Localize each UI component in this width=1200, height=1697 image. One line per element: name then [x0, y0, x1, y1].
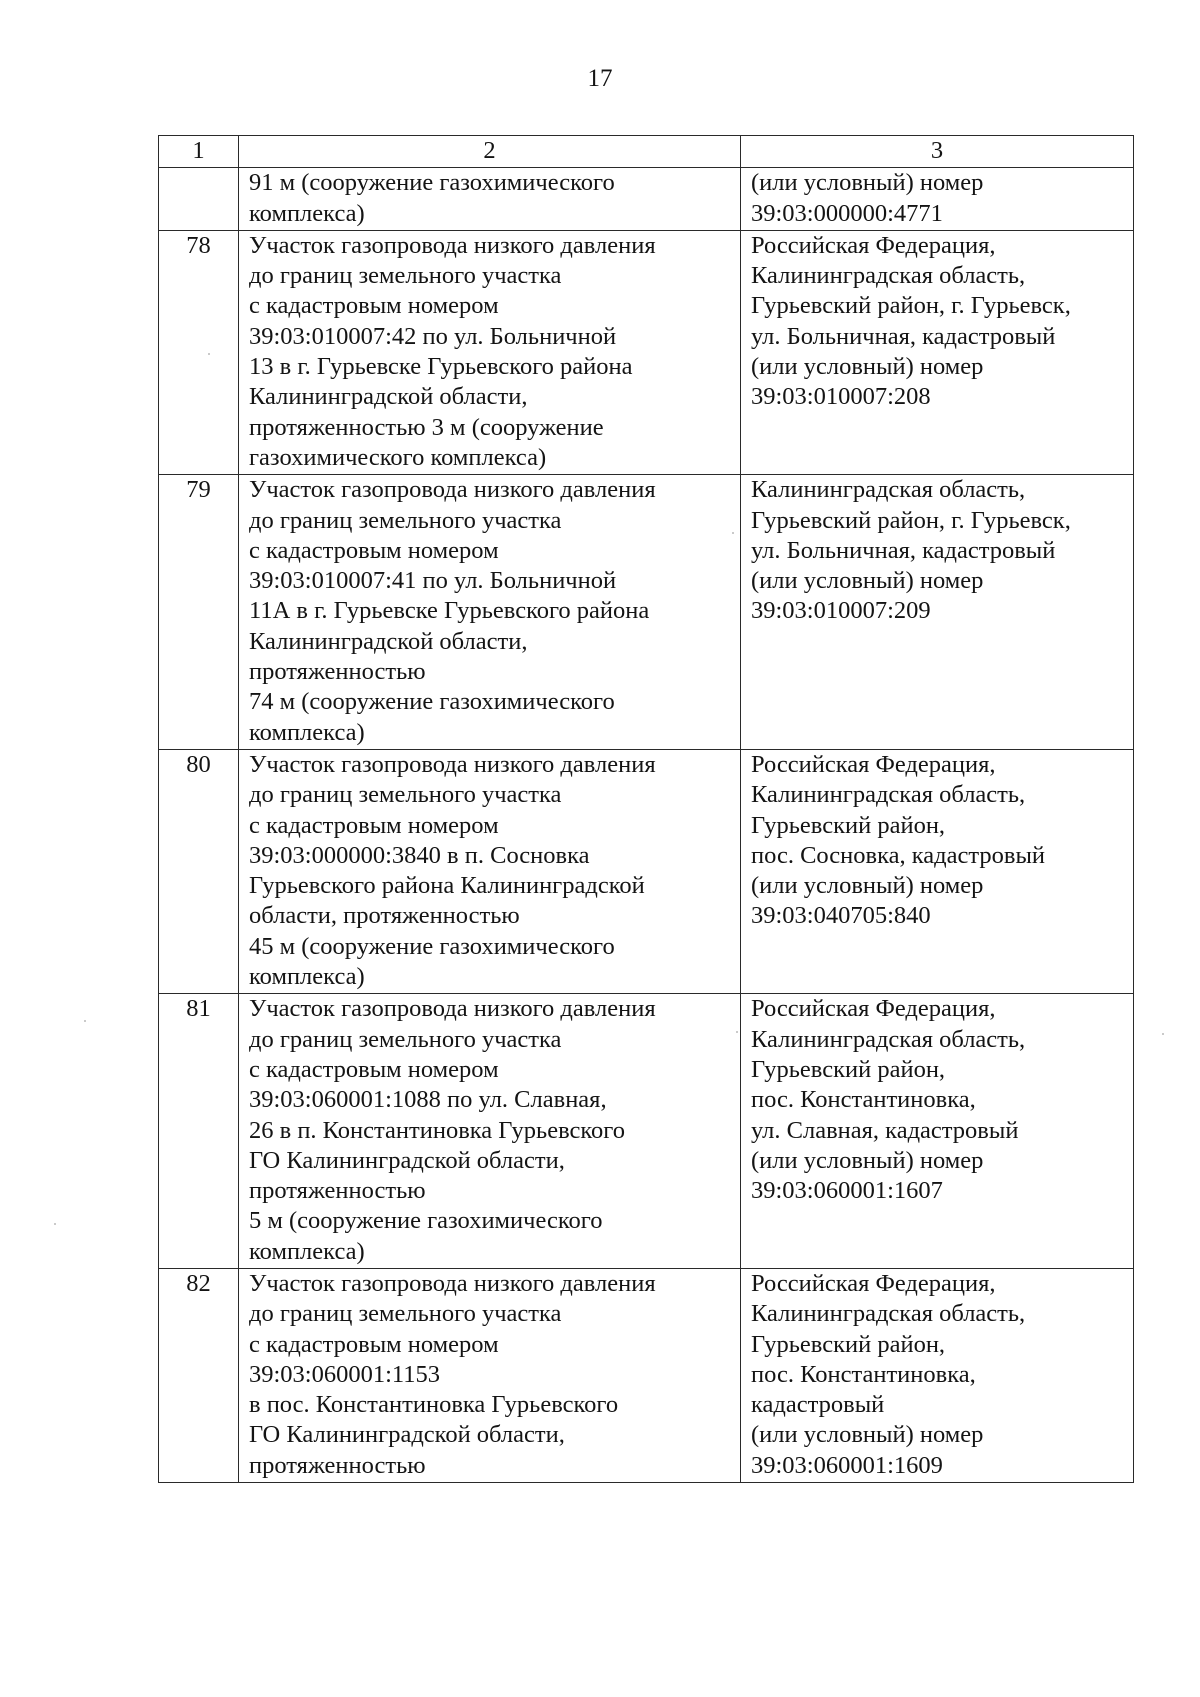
location-line: Калининградская область,	[751, 781, 1026, 809]
description-line: Участок газопровода низкого давления	[249, 231, 656, 259]
table-row	[159, 1268, 1134, 1482]
row-number-cell: 81	[159, 994, 239, 1269]
location-line: Калининградская область,	[751, 1300, 1026, 1328]
table-row	[159, 230, 1134, 474]
location-line: 39:03:060001:1609	[751, 1451, 943, 1479]
description-line: 39:03:000000:3840 в п. Сосновка	[249, 841, 590, 869]
description-line: с кадастровым номером	[249, 536, 499, 564]
description-line: протяженностью	[249, 658, 426, 686]
description-line: 91 м (сооружение газохимического	[249, 169, 615, 197]
description-line: протяженностью	[249, 1451, 426, 1479]
description-line: до границ земельного участка	[249, 1025, 562, 1053]
object-description-cell	[239, 994, 741, 1269]
row-number-cell: 78	[159, 230, 239, 474]
location-line: ул. Больничная, кадастровый	[751, 322, 1056, 350]
location-line: 39:03:000000:4771	[751, 199, 943, 227]
description-line: ГО Калининградской области,	[249, 1421, 565, 1449]
registry-table	[158, 135, 1134, 1483]
object-location-cell	[741, 994, 1134, 1269]
description-line: Калининградской области,	[249, 383, 528, 411]
description-line: комплекса)	[249, 199, 365, 227]
description-line: Участок газопровода низкого давления	[249, 1269, 656, 1297]
description-line: газохимического комплекса)	[249, 443, 547, 471]
description-line: комплекса)	[249, 1237, 365, 1265]
description-line: с кадастровым номером	[249, 1055, 499, 1083]
location-line: Гурьевский район,	[751, 1330, 946, 1358]
description-line: до границ земельного участка	[249, 1300, 562, 1328]
description-line: 11А в г. Гурьевске Гурьевского района	[249, 597, 650, 625]
description-line: с кадастровым номером	[249, 292, 499, 320]
object-location-cell	[741, 1268, 1134, 1482]
description-line: 13 в г. Гурьевске Гурьевского района	[249, 353, 633, 381]
header-col-3: 3	[741, 136, 1134, 168]
header-col-2: 2	[239, 136, 741, 168]
location-line: (или условный) номер	[751, 872, 984, 900]
object-location-cell	[741, 168, 1134, 231]
location-line: (или условный) номер	[751, 353, 984, 381]
description-line: комплекса)	[249, 963, 365, 991]
location-line: Калининградская область,	[751, 1025, 1026, 1053]
location-line: Калининградская область,	[751, 262, 1026, 290]
location-line: (или условный) номер	[751, 1421, 984, 1449]
object-location-cell	[741, 749, 1134, 993]
description-line: до границ земельного участка	[249, 781, 562, 809]
description-line: до границ земельного участка	[249, 262, 562, 290]
description-line: Участок газопровода низкого давления	[249, 750, 656, 778]
location-line: Российская Федерация,	[751, 750, 996, 778]
location-line: Калининградская область,	[751, 476, 1026, 504]
location-line: Российская Федерация,	[751, 1269, 996, 1297]
description-line: области, протяженностью	[249, 902, 520, 930]
object-description-cell	[239, 749, 741, 993]
table-row	[159, 475, 1134, 750]
description-line: с кадастровым номером	[249, 811, 499, 839]
description-line: 39:03:060001:1153	[249, 1360, 441, 1388]
location-line: (или условный) номер	[751, 169, 984, 197]
location-line: 39:03:040705:840	[751, 902, 931, 930]
description-line: 74 м (сооружение газохимического	[249, 688, 615, 716]
location-line: Гурьевский район,	[751, 811, 946, 839]
description-line: 39:03:010007:41 по ул. Больничной	[249, 567, 617, 595]
description-line: протяженностью 3 м (сооружение	[249, 413, 604, 441]
row-number-cell: 82	[159, 1268, 239, 1482]
location-line: Гурьевский район, г. Гурьевск,	[751, 292, 1071, 320]
description-line: Гурьевского района Калининградской	[249, 872, 645, 900]
object-location-cell	[741, 475, 1134, 750]
description-line: 5 м (сооружение газохимического	[249, 1207, 603, 1235]
description-line: комплекса)	[249, 718, 365, 746]
location-line: пос. Константиновка,	[751, 1360, 976, 1388]
description-line: Калининградской области,	[249, 627, 528, 655]
description-line: 39:03:060001:1088 по ул. Славная,	[249, 1086, 607, 1114]
location-line: Российская Федерация,	[751, 231, 996, 259]
row-number-cell	[159, 168, 239, 231]
page-number: 17	[587, 65, 613, 92]
description-line: протяженностью	[249, 1177, 426, 1205]
location-line: 39:03:010007:208	[751, 383, 931, 411]
location-line: пос. Константиновка,	[751, 1086, 976, 1114]
location-line: (или условный) номер	[751, 567, 984, 595]
description-line: 39:03:010007:42 по ул. Больничной	[249, 322, 617, 350]
object-description-cell	[239, 230, 741, 474]
description-line: до границ земельного участка	[249, 506, 562, 534]
table-row	[159, 168, 1134, 231]
description-line: ГО Калининградской области,	[249, 1146, 565, 1174]
table-row	[159, 994, 1134, 1269]
location-line: Гурьевский район, г. Гурьевск,	[751, 506, 1071, 534]
description-line: в пос. Константиновка Гурьевского	[249, 1391, 619, 1419]
object-description-cell	[239, 168, 741, 231]
description-line: Участок газопровода низкого давления	[249, 476, 656, 504]
object-description-cell	[239, 475, 741, 750]
location-line: Российская Федерация,	[751, 995, 996, 1023]
description-line: 45 м (сооружение газохимического	[249, 932, 615, 960]
location-line: 39:03:010007:209	[751, 597, 931, 625]
description-line: Участок газопровода низкого давления	[249, 995, 656, 1023]
object-description-cell	[239, 1268, 741, 1482]
table-header-row	[159, 136, 1134, 168]
object-location-cell	[741, 230, 1134, 474]
row-number-cell: 80	[159, 749, 239, 993]
location-line: (или условный) номер	[751, 1146, 984, 1174]
location-line: пос. Сосновка, кадастровый	[751, 841, 1046, 869]
location-line: Гурьевский район,	[751, 1055, 946, 1083]
location-line: 39:03:060001:1607	[751, 1177, 943, 1205]
description-line: с кадастровым номером	[249, 1330, 499, 1358]
table-row	[159, 749, 1134, 993]
location-line: ул. Славная, кадастровый	[751, 1116, 1019, 1144]
description-line: 26 в п. Константиновка Гурьевского	[249, 1116, 625, 1144]
row-number-cell: 79	[159, 475, 239, 750]
header-col-1: 1	[159, 136, 239, 168]
location-line: кадастровый	[751, 1391, 885, 1419]
location-line: ул. Больничная, кадастровый	[751, 536, 1056, 564]
